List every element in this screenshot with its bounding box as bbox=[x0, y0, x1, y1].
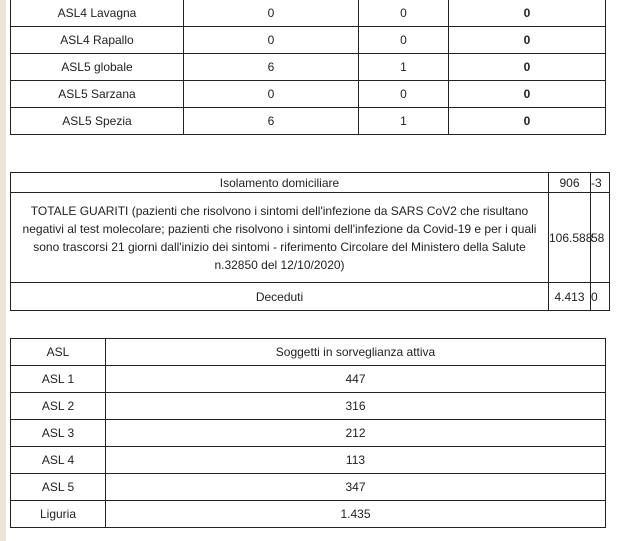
surveillance-value: 347 bbox=[106, 474, 606, 501]
surveillance-value: 316 bbox=[106, 393, 606, 420]
surveillance-asl: ASL 2 bbox=[11, 393, 106, 420]
summary-label: TOTALE GUARITI (pazienti che risolvono i sintomi dell'infezione da SARS CoV2 che risultano negativi al test molecolare; pazienti che risolvono i sintomi dell'infezione da Covid-19 e per i quali sono trascorsi 21 giorni dall'inizio dei sintomi - riferimento Circolare del Ministero della Salute n.32850 del 12/10/2020) bbox=[11, 193, 549, 283]
asl-value-b: 0 bbox=[359, 27, 449, 54]
asl-value-c-text: 0 bbox=[523, 60, 531, 74]
surveillance-asl: Liguria bbox=[11, 501, 106, 528]
asl-value-c bbox=[449, 108, 606, 135]
asl-value-a: 6 bbox=[184, 108, 359, 135]
asl-value-b: 1 bbox=[359, 54, 449, 81]
asl-value-c bbox=[449, 27, 606, 54]
asl-value-c-text: 0 bbox=[523, 87, 531, 101]
asl-value-b: 0 bbox=[359, 0, 449, 27]
summary-row bbox=[11, 173, 610, 193]
table-row bbox=[11, 81, 606, 108]
surveillance-asl: ASL 5 bbox=[11, 474, 106, 501]
asl-value-b: 0 bbox=[359, 81, 449, 108]
asl-value-c bbox=[449, 54, 606, 81]
surveillance-asl: ASL 3 bbox=[11, 420, 106, 447]
surveillance-value: 113 bbox=[106, 447, 606, 474]
summary-table bbox=[10, 172, 610, 311]
summary-row bbox=[11, 193, 610, 283]
table-header-row bbox=[11, 339, 606, 366]
surveillance-value: 1.435 bbox=[106, 501, 606, 528]
table-row bbox=[11, 420, 606, 447]
table-row bbox=[11, 474, 606, 501]
header-asl: ASL bbox=[11, 339, 106, 366]
surveillance-table bbox=[10, 338, 606, 528]
table-row bbox=[11, 366, 606, 393]
asl-value-a: 0 bbox=[184, 81, 359, 108]
table-row bbox=[11, 108, 606, 135]
asl-value-c-text: 0 bbox=[523, 33, 531, 47]
asl-value-c-text: 0 bbox=[523, 6, 531, 20]
surveillance-asl: ASL 1 bbox=[11, 366, 106, 393]
surveillance-value: 212 bbox=[106, 420, 606, 447]
table-row bbox=[11, 0, 606, 27]
asl-value-c-text: 0 bbox=[523, 114, 531, 128]
summary-delta: -3 bbox=[591, 173, 610, 193]
table-row bbox=[11, 393, 606, 420]
asl-value-c bbox=[449, 81, 606, 108]
asl-name: ASL4 Rapallo bbox=[11, 27, 184, 54]
summary-delta: 58 bbox=[591, 193, 610, 283]
table-row bbox=[11, 447, 606, 474]
page-side-strip bbox=[0, 0, 6, 541]
asl-value-a: 6 bbox=[184, 54, 359, 81]
header-surveillance: Soggetti in sorveglianza attiva bbox=[106, 339, 606, 366]
summary-label: Isolamento domiciliare bbox=[11, 173, 549, 193]
asl-name: ASL4 Lavagna bbox=[11, 0, 184, 27]
asl-value-b: 1 bbox=[359, 108, 449, 135]
summary-value: 4.413 bbox=[549, 283, 591, 311]
summary-row bbox=[11, 283, 610, 311]
asl-cases-table bbox=[10, 0, 606, 135]
asl-value-a: 0 bbox=[184, 0, 359, 27]
summary-delta: 0 bbox=[591, 283, 610, 311]
asl-name: ASL5 Sarzana bbox=[11, 81, 184, 108]
table-row bbox=[11, 501, 606, 528]
asl-name: ASL5 globale bbox=[11, 54, 184, 81]
table-row bbox=[11, 54, 606, 81]
surveillance-value: 447 bbox=[106, 366, 606, 393]
asl-value-c bbox=[449, 0, 606, 27]
summary-label: Deceduti bbox=[11, 283, 549, 311]
asl-name: ASL5 Spezia bbox=[11, 108, 184, 135]
summary-value: 906 bbox=[549, 173, 591, 193]
asl-value-a: 0 bbox=[184, 27, 359, 54]
table-row bbox=[11, 27, 606, 54]
surveillance-asl: ASL 4 bbox=[11, 447, 106, 474]
summary-value: 106.588 bbox=[549, 193, 591, 283]
